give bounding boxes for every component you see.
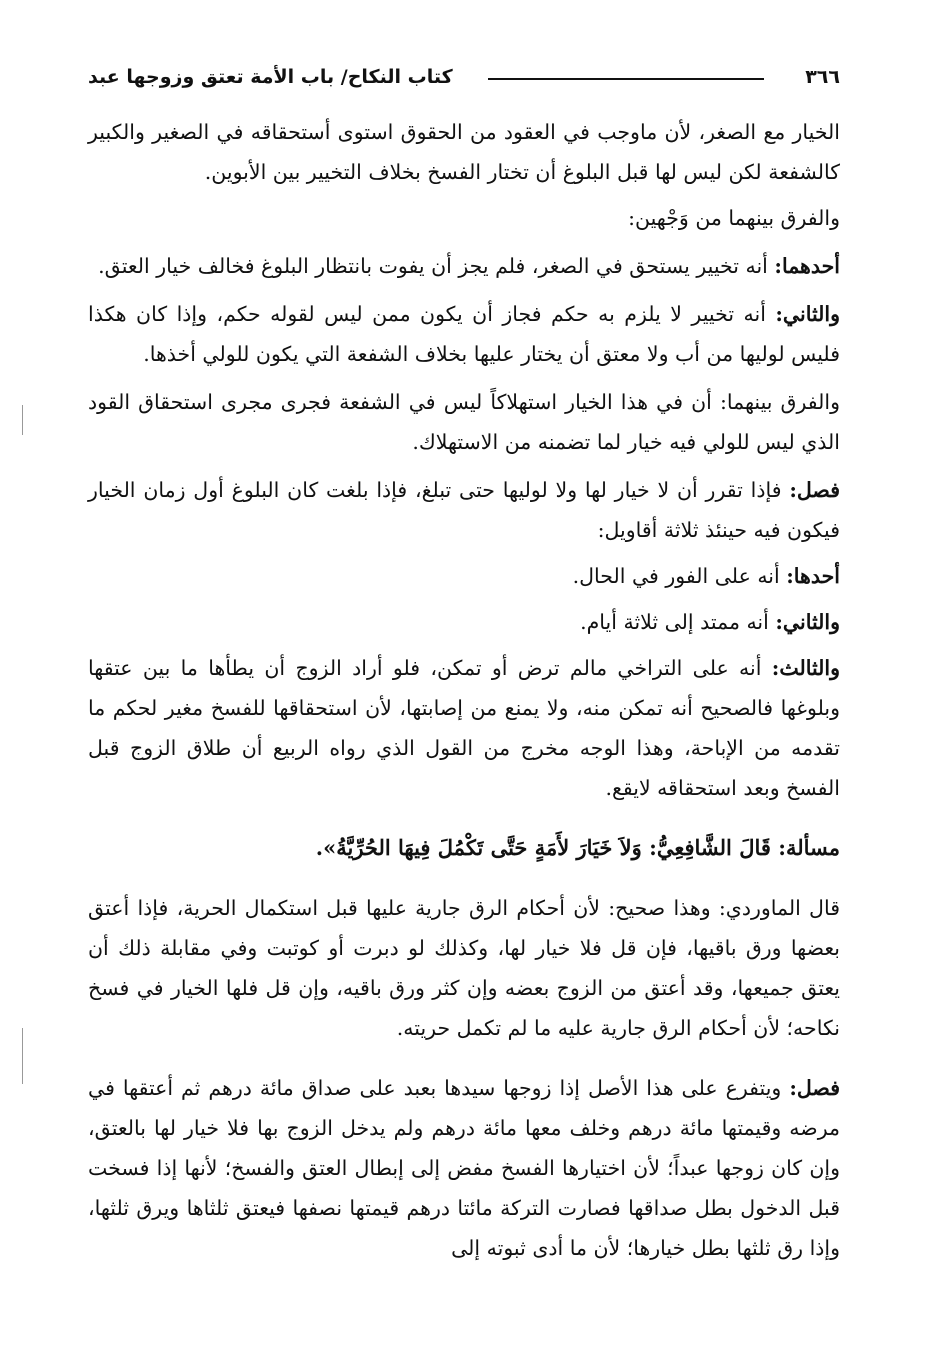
header-rule: [488, 78, 764, 80]
paragraph: فصل: فإذا تقرر أن لا خيار لها ولا لوليها حتى تبلغ، فإذا بلغت كان البلوغ أول زمان الخيار فيكون فيه حينئذ ثلاثة أقاويل:: [88, 478, 840, 542]
paragraph: والثاني: أنه ممتد إلى ثلاثة أيام.: [580, 610, 840, 634]
paragraph: الخيار مع الصغر، لأن ماوجب في العقود من الحقوق استوى أستحقاقه في الصغير والكبير كالشفعة لكن ليس لها قبل البلوغ أن تختار الفسخ بخلاف التخيير بين الأبوين.: [88, 120, 840, 184]
paragraph: أحدهما: أنه تخيير يستحق في الصغر، فلم يجز أن يفوت بانتظار البلوغ فخالف خيار العتق.: [98, 254, 840, 278]
paragraph: والفرق بينهما من وَجْهين:: [628, 206, 840, 230]
page-number: ٣٦٦: [805, 66, 840, 88]
paragraph: أحدها: أنه على الفور في الحال.: [572, 564, 840, 588]
paragraph: قال الماوردي: وهذا صحيح: لأن أحكام الرق جارية عليها قبل استكمال الحرية، فإذا أعتق بعضها ورق باقيها، فإن قل فلا خيار لها، وكذلك لو دبرت أو كوتبت وفي مقابلة ذلك أن يعتق جميعها، وقد أعتق من الزوج بعضه وإن كثر ورق باقيه، وإن قل فلها الخيار في فسخ نكاحه؛ لأن أحكام الرق جارية عليه ما لم تكمل حريته.: [88, 896, 840, 1040]
margin-mark: [22, 1028, 23, 1084]
paragraph: والثاني: أنه تخيير لا يلزم به حكم فجاز أن يكون ممن ليس لقوله حكم، وإذا كان هكذا فليس لوليها من أب ولا معتق أن يختار عليها بخلاف الشفعة التي يكون للولي أخذها.: [88, 302, 840, 366]
running-header: [88, 60, 840, 94]
masala-heading: مسألة: قَالَ الشَّافِعِيُّ: وَلاَ خَيَارَ لأَمَةٍ حَتَّى تَكْمُلَ فِيهَا الحُرِّيَّةُ».: [315, 835, 840, 860]
paragraph: والفرق بينهما: أن في هذا الخيار استهلاكاً ليس في الشفعة فجرى مجرى استحقاق القود الذي ليس للولي فيه خيار لما تضمنه من الاستهلاك.: [88, 390, 840, 454]
paragraph: فصل: ويتفرع على هذا الأصل إذا زوجها سيدها بعبد على صداق مائة درهم ثم أعتقها في مرضه وقيمتها مائة درهم وخلف معها مائة درهم ولم يدخل الزوج بها فلا خيار لها بالعتق، وإن كان زوجها عبداً؛ لأن اختيارها الفسخ مفض إلى إبطال العتق والفسخ؛ لأنها إذا فسخت قبل الدخول بطل صداقها فصارت التركة مائتا درهم قيمتها نصفها فيعتق ثلثاها ويرق ثلثها، وإذا رق ثلثها بطل خيارها؛ لأن ما أدى ثبوته إلى: [88, 1076, 840, 1260]
margin-mark: [22, 405, 23, 435]
body-text: [88, 112, 840, 1274]
chapter-title: كتاب النكاح/ باب الأمة تعتق وزوجها عبد: [88, 66, 453, 88]
paragraph: والثالث: أنه على التراخي مالم ترض أو تمكن، فلو أراد الزوج أن يطأها ما بين عتقها وبلوغها فالصحيح أنه تمكن منه، ولا يمنع من إصابتها، لأن استحقاقها للفسخ مغير لحكم ما تقدمه من الإباحة، وهذا الوجه مخرج من القول الذي رواه الربيع أن طلاق الزوج قبل الفسخ وبعد استحقاقه لايقع.: [88, 656, 840, 800]
